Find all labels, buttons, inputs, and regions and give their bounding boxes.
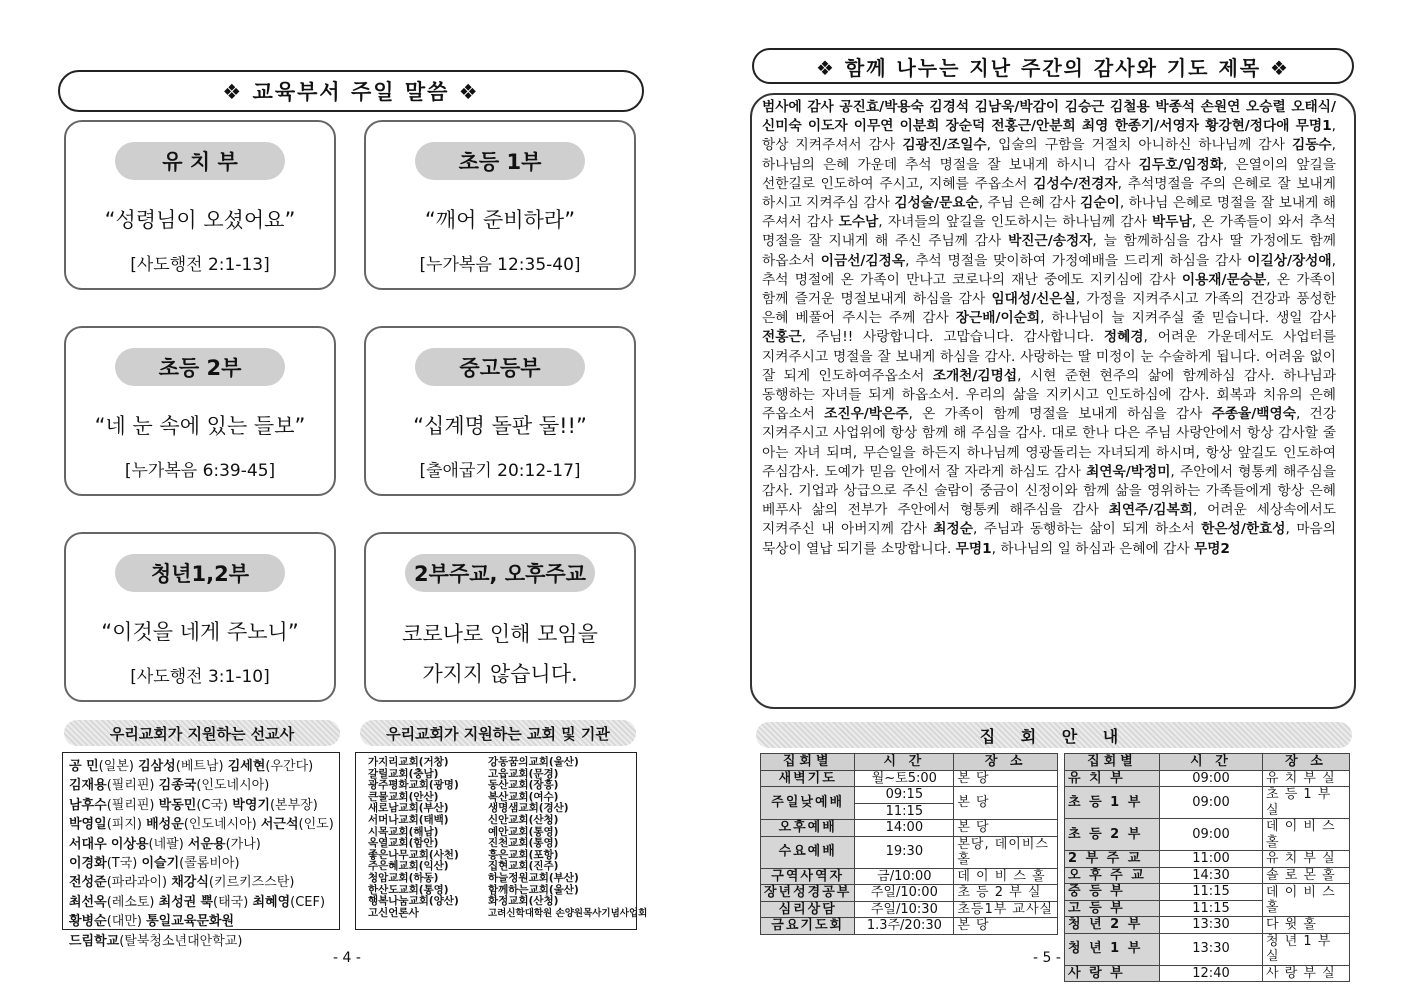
- church-item: 행복나눔교회(양산): [368, 895, 459, 908]
- church-item: 고려신학대학원 손양원목사기념사업회: [488, 907, 648, 919]
- sermon-title: “깨어 준비하라”: [424, 208, 576, 232]
- missionary-name: 이경화: [69, 856, 107, 872]
- prayer-name: 김동수: [1291, 137, 1332, 154]
- church-item: 신안교회(산청): [488, 813, 559, 826]
- missionary-country: (CEF): [290, 894, 326, 910]
- header-place: 장 소: [954, 754, 1058, 771]
- missionary-country: (일본): [98, 759, 134, 774]
- church-item: 갈릴교회(충남): [368, 767, 439, 780]
- event-name: 오후예배: [761, 820, 855, 837]
- prayer-name: 주종율/백영숙: [1211, 406, 1296, 423]
- missionaries-list: [62, 752, 340, 949]
- schedule-row: [1065, 851, 1350, 868]
- missionary-row: [69, 893, 339, 912]
- event-place: 다 윗 홀: [1263, 917, 1350, 934]
- event-name: 장년성경공부: [761, 885, 855, 902]
- notice-line-2: 가지지 않습니다.: [422, 662, 578, 686]
- prayer-text: [762, 98, 1336, 559]
- event-time: 11:15: [1160, 900, 1263, 917]
- missionary-row: [69, 854, 339, 873]
- schedule-row: [1065, 933, 1350, 965]
- event-name: 주일낮예배: [761, 787, 855, 820]
- schedule-row: [761, 820, 1058, 837]
- missionary-country: (태국): [213, 894, 249, 910]
- schedule-row: [1065, 965, 1350, 982]
- event-time: 11:15: [1160, 884, 1263, 901]
- missionary-row: [69, 912, 339, 931]
- missionary-name: 박영일: [69, 817, 107, 833]
- missionary-name: 배성운: [146, 817, 184, 833]
- missionary-row: [69, 835, 339, 854]
- missionary-name: 박영기: [232, 797, 270, 813]
- missionary-name: 통일교육문화원: [146, 914, 234, 930]
- event-name: 심리상담: [761, 901, 855, 918]
- church-item: 새로남교회(부산): [368, 802, 449, 815]
- church-item: 강동꿈의교회(울산): [488, 756, 579, 768]
- prayer-name: 임대성/신은실: [991, 291, 1076, 308]
- church-item: 좋은나무교회(사천): [368, 848, 459, 861]
- event-time-2: 11:15: [885, 803, 924, 819]
- scripture-ref: [누가복음 12:35-40]: [419, 255, 581, 275]
- sermon-title: “네 눈 속에 있는 들보”: [94, 414, 306, 438]
- missionary-name: 드림학교: [69, 933, 120, 949]
- missionary-country: (필리핀): [106, 797, 155, 813]
- event-time-1: 09:15: [855, 787, 953, 804]
- header-time: 시 간: [1160, 754, 1263, 771]
- church-item: 청암교회(하동): [368, 871, 439, 884]
- schedule-row: [1065, 884, 1350, 901]
- church-item: 고신언론사: [368, 906, 419, 919]
- prayer-segment: , 하나님의 일 하심과 은혜에 감사: [991, 540, 1194, 557]
- prayer-segment: , 주님과 동행하는 삶이 되게 하소서: [972, 521, 1202, 538]
- prayer-name: 한은성/한효성: [1201, 521, 1286, 538]
- prayer-name: 김성술/문요순: [894, 195, 979, 212]
- prayer-segment: , 온 가족이 함께 즐거운 명절보내게 하심을 감사: [762, 271, 1336, 308]
- sermon-title: “십계명 돌판 둘!!”: [413, 414, 587, 438]
- event-name: 수요예배: [761, 836, 855, 868]
- church-item: 시목교회(해남): [368, 825, 439, 838]
- missionary-row: [69, 796, 339, 815]
- event-place: 본 당: [954, 770, 1058, 787]
- missionary-country: (T국): [106, 856, 138, 872]
- missionary-country: (우간다): [265, 759, 314, 774]
- missionary-name: 남후수: [69, 797, 107, 813]
- header-time: 시 간: [855, 754, 954, 771]
- education-title: ❖ 교육부서 주일 말씀 ❖: [58, 70, 644, 112]
- event-time: 09:00: [1160, 787, 1263, 819]
- prayer-segment: , 건강 지켜주시고 사업위에 항상 함께 해 주심을 감사. 대로 한나 다은 주님 사랑안에서 항상 감사할 줄 아는 자녀 되며, 무슨일을 하든지 하나님께 영광돌리는 자녀되게 하시며, 항상 앞길도 인도하여 주심감사. 도예가 믿음 안에서 잘 자라게 하심도 감사: [762, 406, 1336, 480]
- missionary-name: 김종국: [158, 778, 197, 794]
- missionary-country: (필리핀): [106, 778, 155, 794]
- event-place: 유 치 부 실: [1263, 851, 1350, 868]
- missionary-name: 최성권: [158, 894, 197, 910]
- event-place: 데 이 비 스 홀: [1263, 884, 1350, 917]
- missionary-name: 황병순: [69, 914, 107, 930]
- missionary-country: (인도): [298, 817, 334, 833]
- prayer-segment: 공진효/박용숙 김경석 김남욱/박감이 김승근 김철용 박종석 손원연 오승렬 오태식/신미숙 이도자 이무연 이분희 장순덕 전홍근/안분희 최영 한종기/서영자 황강현/정다애 무명1: [762, 99, 1336, 135]
- prayer-name: 최정순: [933, 521, 973, 538]
- page-number-right: - 5 -: [1033, 950, 1061, 966]
- prayer-segment: , 추석 명절에 온 가족이 만나고 코로나의 재난 중에도 지키심에 감사: [762, 252, 1336, 288]
- scripture-ref: [사도행전 3:1-10]: [130, 667, 270, 687]
- event-time: 주일/10:00: [855, 885, 954, 902]
- missionary-country: (C국): [196, 797, 229, 813]
- missionary-country: (가나): [225, 836, 261, 852]
- prayer-segment: , 하나님 은혜로 명절을 잘 보내게 해 주셔서 감사: [762, 195, 1336, 231]
- event-place: 데 이 비 스 홀: [1263, 819, 1350, 851]
- event-place: 본 당: [954, 820, 1058, 837]
- event-name: 청 년 2 부: [1065, 917, 1160, 934]
- prayer-name: 조개천/김명섭: [932, 367, 1018, 384]
- event-place: 초 등 2 부 실: [954, 885, 1058, 902]
- event-name: 유 치 부: [1065, 770, 1160, 787]
- missionary-name: 박동민: [158, 797, 197, 813]
- event-time: [855, 787, 954, 820]
- event-place: 청 년 1 부 실: [1263, 933, 1350, 965]
- church-item: 집현교회(진주): [488, 860, 559, 873]
- church-item: 생명샘교회(경산): [488, 802, 569, 815]
- missionary-name: 최혜영: [252, 894, 291, 910]
- event-time: 14:00: [855, 820, 954, 837]
- missionary-country: (탈북청소년대안학교): [119, 933, 243, 949]
- event-place: 초등1부 교사실: [954, 901, 1058, 918]
- church-item: 하늘정원교회(부산): [488, 871, 579, 884]
- missionary-country: (키르키즈스탄): [208, 875, 295, 891]
- event-name: 청 년 1 부: [1065, 933, 1160, 965]
- event-time: 11:00: [1160, 851, 1263, 868]
- prayer-name: 전홍근: [762, 329, 802, 346]
- missionary-country: (네팔): [148, 836, 184, 852]
- card-sunday-school: [364, 532, 636, 702]
- missionary-name: 이상용: [110, 836, 149, 852]
- event-place: 데 이 비 스 홀: [954, 868, 1058, 885]
- church-item: 주은혜교회(익산): [368, 860, 449, 873]
- prayer-name: 최연욱/박정미: [1086, 463, 1171, 480]
- churches-list: [355, 752, 648, 930]
- event-name: 고 등 부: [1065, 900, 1160, 917]
- event-place: 본 당: [954, 918, 1058, 935]
- header-event: 집회별: [761, 754, 855, 771]
- prayer-name: 정혜경: [1103, 329, 1144, 346]
- event-time: 12:40: [1160, 965, 1263, 982]
- prayer-segment: , 은열이의 앞길을 선한길로 인도하여 주시고, 지혜를 주옵소서: [762, 156, 1336, 192]
- church-item: 큰물교회(안산): [368, 790, 439, 803]
- church-item: 복산교회(여수): [488, 790, 559, 803]
- event-name: 2 부 주 교: [1065, 851, 1160, 868]
- event-place: 본당, 데이비스홀: [954, 836, 1058, 868]
- schedule-row: [761, 868, 1058, 885]
- card-kindergarten: [64, 120, 336, 290]
- event-name: 초 등 2 부: [1065, 819, 1160, 851]
- dept-label: 청년1,2부: [115, 554, 285, 592]
- prayer-segment: , 주안에서 형통케 해주심을 감사. 기업과 상급으로 주신 술람이 중금이 신정이와 함께 삶을 영위하는 가족들에게 항상 은혜 베푸사 삶의 전부가 주안에서 형통케 해주심을 감사: [762, 463, 1336, 519]
- event-time: 19:30: [855, 836, 954, 868]
- notice-line-1: 코로나로 인해 모임을: [402, 622, 598, 646]
- event-name: 중 등 부: [1065, 884, 1160, 901]
- missionary-country: (피지): [106, 817, 142, 833]
- missionary-name: 뿍: [200, 894, 214, 910]
- prayer-segment: , 자녀들의 앞길을 인도하시는 하나님께 감사: [878, 214, 1153, 231]
- schedule-row: [761, 770, 1058, 787]
- event-time: 1.3주/20:30: [855, 918, 954, 935]
- prayer-segment: , 늘 함께하심을 감사 딸 가정에도 함께 하옵소서: [762, 233, 1336, 269]
- church-item: 동산교회(장흥): [488, 779, 559, 792]
- event-time: 월~토5:00: [855, 770, 954, 787]
- missionary-country: (베트남): [175, 759, 224, 774]
- schedule-table-left: [760, 753, 1058, 935]
- church-item: 한산도교회(통영): [368, 883, 449, 896]
- dept-label: 초등 1부: [415, 142, 585, 180]
- church-item: 광주평화교회(광명): [368, 779, 459, 792]
- missionary-row: [69, 873, 339, 892]
- card-youth: [364, 326, 636, 496]
- prayer-segment: , 하나님의 은혜 가운데 추석 명절을 잘 보내게 하시니 감사: [762, 137, 1336, 173]
- schedule-row: [761, 836, 1058, 868]
- prayer-name: 김두호/임정화: [1138, 156, 1223, 173]
- missionary-name: 공 민: [69, 759, 99, 774]
- prayer-segment: , 항상 지켜주셔서 감사: [762, 118, 1336, 154]
- missionary-name: 서운용: [187, 836, 226, 852]
- prayer-name: 무명1: [955, 540, 992, 557]
- event-name: 초 등 1 부: [1065, 787, 1160, 819]
- event-name: 금요기도회: [761, 918, 855, 935]
- event-time: 13:30: [1160, 933, 1263, 965]
- prayer-segment: , 하나님이 늘 지켜주실 줄 믿습니다. 생일 감사: [1040, 310, 1336, 327]
- missionary-name: 김재용: [69, 778, 107, 794]
- prayer-segment: , 어려운 세상속에서도 지켜주신 내 아버지께 감사: [762, 502, 1336, 538]
- event-time: 14:30: [1160, 867, 1263, 884]
- event-time: 09:00: [1160, 819, 1263, 851]
- prayer-name: 도수남: [838, 214, 879, 231]
- event-name: 구역사역자: [761, 868, 855, 885]
- prayer-segment: , 가정을 지켜주시고 가족의 건강과 풍성한 은혜 베풀어 주시는 주께 감사: [762, 291, 1337, 327]
- dept-label: 2부주교, 오후주교: [405, 554, 595, 592]
- schedule-row: [1065, 787, 1350, 819]
- dept-label: 초등 2부: [115, 348, 285, 386]
- missionary-name: 서대우: [69, 836, 107, 852]
- schedule-row: [761, 901, 1058, 918]
- event-time: 09:00: [1160, 770, 1263, 787]
- prayer-name: 이용재/문승분: [1181, 271, 1267, 288]
- missionary-row: [69, 757, 339, 776]
- prayer-name: 무명2: [1193, 540, 1230, 557]
- scripture-ref: [사도행전 2:1-13]: [130, 255, 270, 275]
- prayer-name: 김광진/조일수: [902, 137, 987, 154]
- missionary-country: (인도네시아): [183, 817, 257, 833]
- churches-title: 우리교회가 지원하는 교회 및 기관: [360, 720, 636, 746]
- prayer-segment: , 추석명절을 주의 은혜로 잘 보내게 하시고 지켜주심 감사: [762, 175, 1337, 212]
- missionary-name: 최선옥: [69, 894, 107, 910]
- schedule-row: [1065, 917, 1350, 934]
- missionary-row: [69, 776, 339, 795]
- event-time: 13:30: [1160, 917, 1263, 934]
- missionary-name: 전성준: [69, 875, 107, 891]
- missionary-country: (레소토): [106, 894, 155, 910]
- event-time: 주일/10:30: [855, 901, 954, 918]
- prayer-name: 김성수/전경자: [1033, 175, 1118, 192]
- missionary-country: (파라과이): [106, 875, 168, 891]
- church-item: 옥열교회(함안): [368, 837, 439, 850]
- prayer-segment: , 입술의 구함을 거절치 아니하신 하나님께 감사: [986, 137, 1292, 154]
- missionary-country: (대만): [106, 914, 142, 930]
- prayer-segment: , 온 가족들이 와서 추석 명절을 잘 지내게 해 주신 주님께 감사: [762, 214, 1336, 250]
- church-item: 흥은교회(포항): [488, 848, 559, 861]
- card-elementary-2: [64, 326, 336, 496]
- event-time: 금/10:00: [855, 868, 954, 885]
- event-place: 초 등 1 부 실: [1263, 787, 1350, 819]
- missionary-name: 김삼성: [138, 759, 176, 774]
- prayer-name: 조진우/박은주: [824, 406, 909, 423]
- card-young-adults: [64, 532, 336, 702]
- prayer-name: 박진근/송정자: [1008, 233, 1093, 250]
- sermon-title: “이것을 네게 주노니”: [101, 620, 299, 644]
- church-item: 가지리교회(거창): [368, 756, 449, 768]
- missionaries-title: 우리교회가 지원하는 선교사: [64, 720, 340, 746]
- missionary-name: 이슬기: [141, 856, 180, 872]
- schedule-title: 집 회 안 내: [756, 722, 1352, 748]
- prayer-name: 이금선/김정옥: [820, 252, 906, 269]
- missionary-country: (본부장): [269, 797, 318, 813]
- schedule-row: [761, 918, 1058, 935]
- schedule-row: [1065, 770, 1350, 787]
- prayer-name: 범사에 감사: [762, 99, 840, 115]
- schedule-row: [1065, 819, 1350, 851]
- schedule-row: [761, 885, 1058, 902]
- church-item: 서머나교회(태백): [368, 813, 449, 826]
- schedule-row: [761, 787, 1058, 820]
- prayer-name: 김순이: [1080, 195, 1120, 212]
- prayer-name: 장근배/이순희: [955, 310, 1041, 327]
- missionary-country: (인도네시아): [196, 778, 270, 794]
- church-item: 함께하는교회(울산): [488, 883, 579, 896]
- prayer-segment: , 시현 준현 현주의 삶에 함께하심 감사. 하나님과 동행하는 자녀들 되게 하옵소서. 우리의 삶을 지키시고 인도하심에 감사. 회복과 치유의 은혜 주옵소서: [762, 367, 1336, 423]
- dept-label: 유 치 부: [115, 142, 285, 180]
- prayer-name: 최연주/김복희: [1108, 502, 1193, 519]
- event-place: 솔 로 몬 홀: [1263, 867, 1350, 884]
- header-event: 집회별: [1065, 754, 1160, 771]
- prayer-segment: , 마음의 묵상이 열납 되기를 소망합니다.: [762, 521, 1336, 557]
- dept-label: 중고등부: [415, 348, 585, 386]
- church-item: 고읍교회(문경): [488, 767, 559, 780]
- header-place: 장 소: [1263, 754, 1350, 771]
- event-name: 새벽기도: [761, 770, 855, 787]
- missionary-row: [69, 815, 339, 834]
- prayer-title: ❖ 함께 나누는 지난 주간의 감사와 기도 제목 ❖: [752, 48, 1354, 84]
- page-number-left: - 4 -: [333, 950, 361, 966]
- event-place: 본 당: [954, 787, 1058, 820]
- schedule-row: [1065, 867, 1350, 884]
- event-place: 유 치 부 실: [1263, 770, 1350, 787]
- missionary-name: 김세현: [227, 759, 266, 774]
- church-item: 화정교회(산청): [488, 895, 559, 908]
- prayer-segment: , 온 가족이 함께 명절을 보내게 하심을 감사: [908, 406, 1212, 423]
- prayer-segment: , 주님!! 사랑합니다. 고맙습니다. 감사합니다.: [801, 329, 1104, 346]
- scripture-ref: [누가복음 6:39-45]: [124, 461, 276, 481]
- prayer-name: 이길상/장성애: [1247, 252, 1332, 269]
- scripture-ref: [출애굽기 20:12-17]: [419, 461, 581, 481]
- schedule-table-right: [1064, 753, 1350, 982]
- event-place: 사 랑 부 실: [1263, 965, 1350, 982]
- prayer-name: 박두남: [1152, 214, 1192, 231]
- church-item: 예안교회(통영): [488, 825, 559, 838]
- card-elementary-1: [364, 120, 636, 290]
- prayer-segment: , 어려운 가운데서도 사업터를 지켜주시고 명절을 잘 보내게 하심을 감사. 사랑하는 딸 미정이 눈 수술하게 됩니다. 어려움 없이 잘 되게 인도하여주옵소서: [762, 329, 1336, 384]
- prayer-segment: , 주님 은혜 감사: [978, 195, 1081, 212]
- event-name: 오 후 주 교: [1065, 867, 1160, 884]
- missionary-name: 채강식: [171, 875, 209, 891]
- missionary-name: 서근석: [260, 817, 299, 833]
- church-item: 진천교회(통영): [488, 837, 559, 850]
- sermon-title: “성령님이 오셨어요”: [104, 208, 296, 232]
- prayer-segment: , 추석 명절을 맞이하여 가정예배을 드리게 하심을 감사: [905, 252, 1248, 269]
- missionary-row: [69, 932, 339, 951]
- missionary-country: (콜롬비아): [179, 856, 240, 872]
- event-name: 사 랑 부: [1065, 965, 1160, 982]
